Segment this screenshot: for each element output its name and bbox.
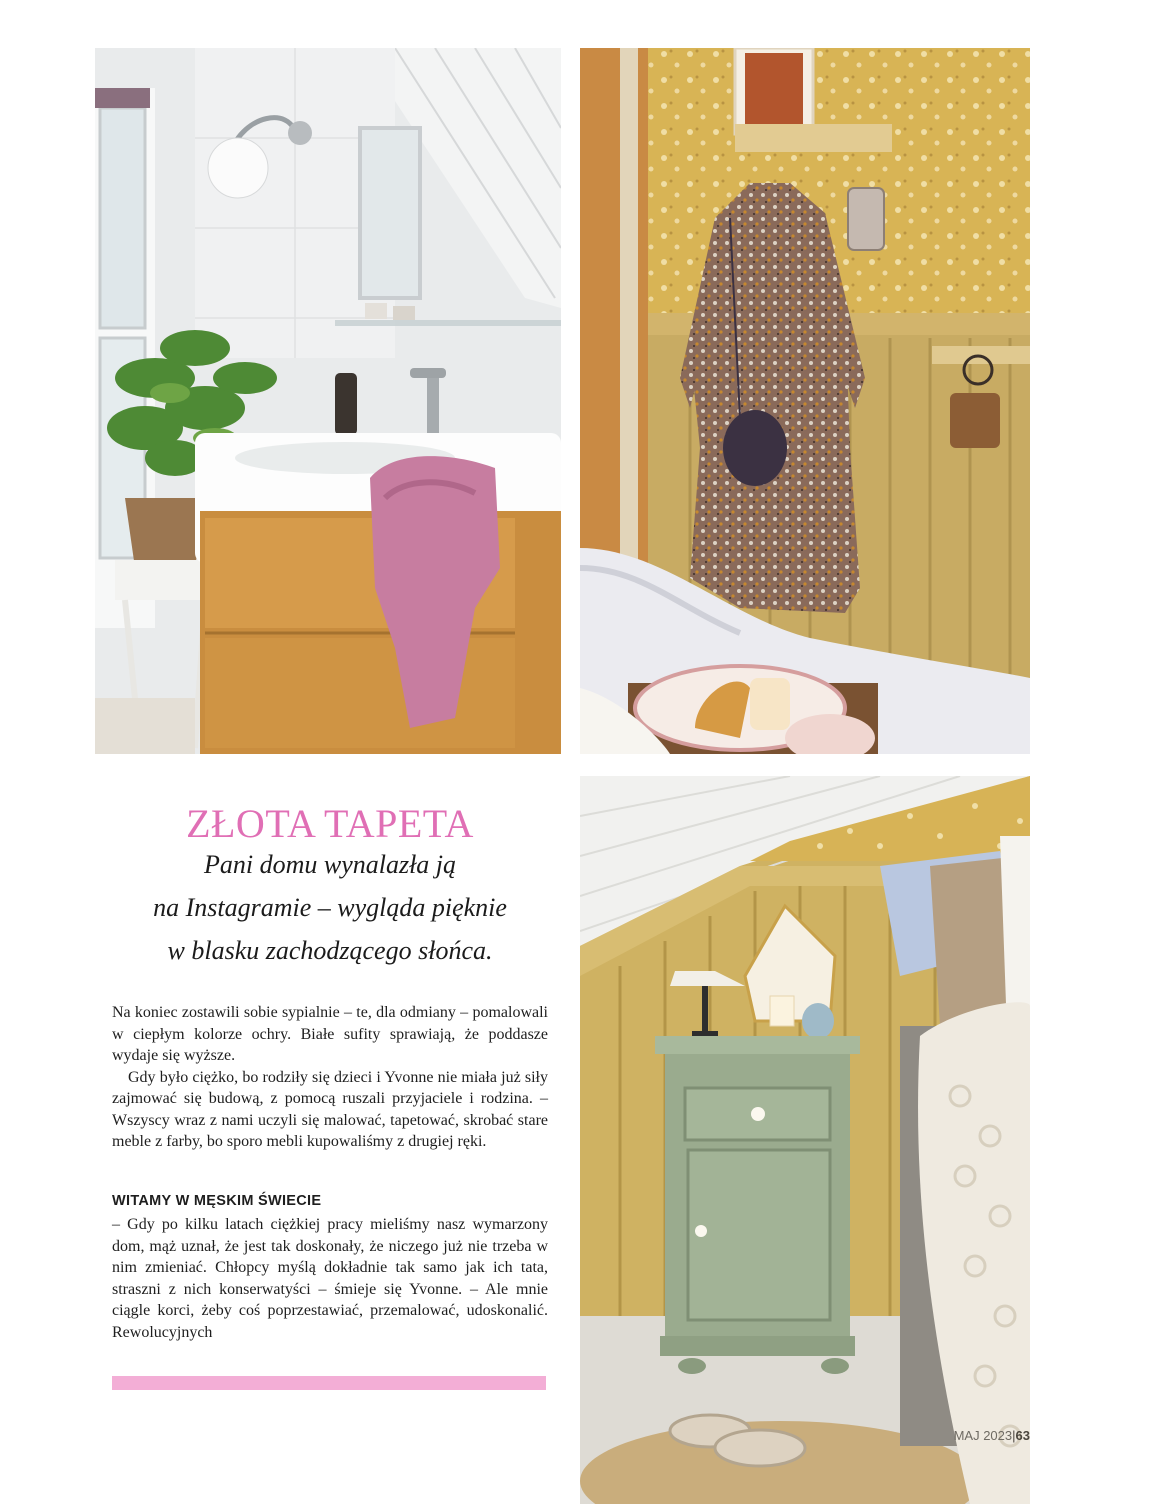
article-body-section-1: [112, 1002, 548, 1153]
body-paragraph: Na koniec zostawili sobie sypialnie – te, dla odmiany – pomalowali w ciepłym kolorze ochry. Białe sufity sprawiają, że poddasze wydaje się wyższe.: [112, 1004, 548, 1064]
issue-date: MAJ 2023: [953, 1428, 1013, 1443]
body-paragraph: Gdy było ciężko, bo rodziły się dzieci i Yvonne nie miała już siły zajmować się budową, z pomocą ruszali przyjaciele i rodzina. – Wszyscy wraz z nami uczyli się malować, tapetować, skrobać stare meble z farby, bo sporo mebli kupowaliśmy z drugiej ręki.: [112, 1068, 548, 1150]
lede-line: na Instagramie – wygląda pięknie: [153, 893, 507, 922]
article-lede: [96, 843, 564, 972]
folio-separator: |: [1012, 1428, 1016, 1443]
photo-bedside-cabinet: [580, 776, 1030, 1504]
decorative-pink-bar: [112, 1376, 546, 1390]
section-subhead: WITAMY W MĘSKIM ŚWIECIE: [112, 1193, 322, 1209]
lede-line: w blasku zachodzącego słońca.: [167, 936, 493, 965]
photo-dress-on-wall: [580, 48, 1030, 754]
body-paragraph: – Gdy po kilku latach ciężkiej pracy mieliśmy nasz wymarzony dom, mąż uznał, że jest tak doskonały, że niczego już nie trzeba w nim zmieniać. Chłopcy myślą dokładnie tak samo jak ich tata, straszni z nich konserwatyści – śmieje się Yvonne. – Ale mnie ciągle korci, żeby coś poprzestawiać, przemalować, udoskonalić. Rewolucyjnych: [112, 1216, 548, 1341]
page-number: 63: [1015, 1428, 1030, 1443]
lede-line: Pani domu wynalazła ją: [203, 850, 457, 879]
article-body-section-2: [112, 1214, 548, 1343]
article-headline: ZŁOTA TAPETA: [186, 801, 474, 846]
page-folio: [954, 1428, 1030, 1443]
photo-bathroom: [95, 48, 561, 754]
